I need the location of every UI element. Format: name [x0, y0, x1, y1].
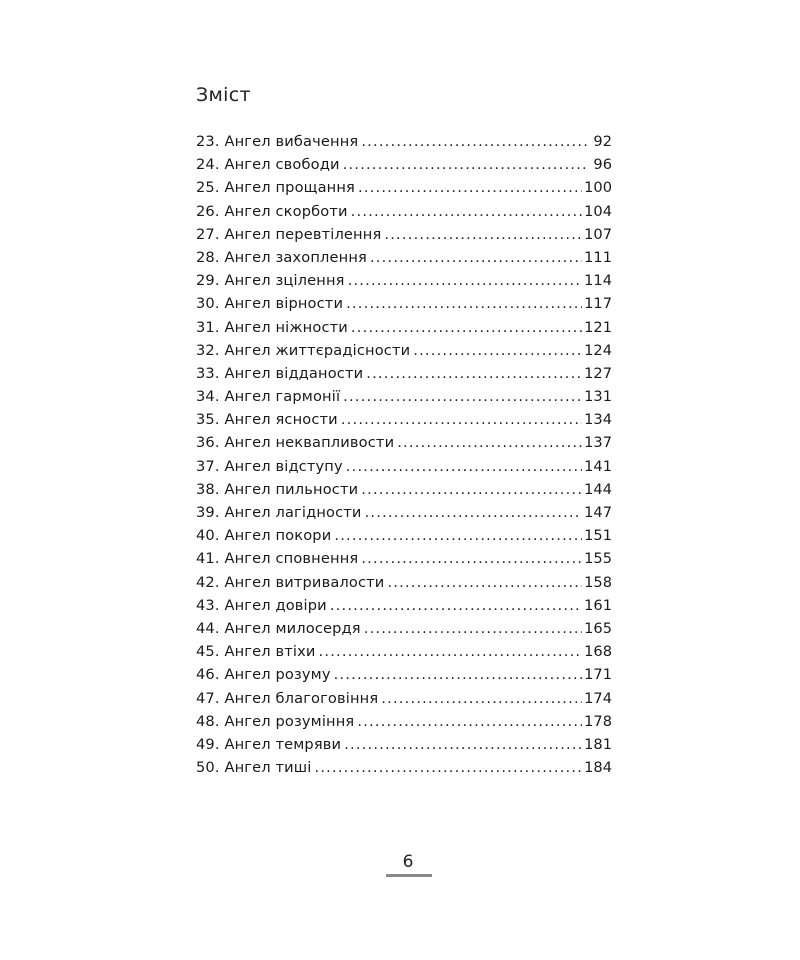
toc-entry-title: 24. Ангел свободи	[196, 156, 340, 174]
toc-entry-page: 181	[584, 735, 612, 753]
toc-entry-page: 124	[584, 341, 612, 359]
toc-entry-page: 92	[593, 133, 612, 150]
toc-entry-title: 25. Ангел прощання	[196, 179, 355, 197]
toc-leader-dots	[366, 362, 582, 385]
toc-entry-page: 178	[584, 712, 612, 730]
toc-entry-page: 144	[584, 480, 612, 498]
toc-entry-page: 107	[584, 225, 612, 243]
toc-leader-dots	[348, 269, 583, 292]
toc-leader-dots	[365, 501, 583, 524]
toc-leader-dots	[351, 316, 582, 339]
toc-entry-title: 46. Ангел розуму	[196, 666, 331, 684]
toc-leader-dots	[346, 455, 582, 478]
toc-entry[interactable]	[196, 385, 612, 408]
toc-entry-title: 39. Ангел лагідности	[196, 504, 362, 521]
toc-entry-title: 36. Ангел неквапливости	[196, 434, 395, 452]
toc-entry-title: 44. Ангел милосердя	[196, 619, 361, 637]
toc-leader-dots	[358, 176, 582, 199]
toc-entry-page: 155	[584, 550, 612, 568]
toc-entry-page: 131	[584, 388, 612, 406]
toc-entry-page: 127	[584, 364, 612, 382]
toc-entry-page: 168	[584, 643, 612, 661]
toc-entry-page: 184	[584, 759, 612, 777]
toc-entry[interactable]	[196, 269, 612, 292]
toc-leader-dots	[334, 663, 583, 686]
toc-entry[interactable]	[196, 339, 612, 362]
toc-entry[interactable]	[196, 501, 612, 524]
toc-entry-title: 38. Ангел пильности	[196, 480, 359, 498]
toc-leader-dots	[370, 246, 582, 269]
toc-entry-title: 28. Ангел захоплення	[196, 248, 367, 266]
toc-leader-dots	[384, 223, 582, 246]
toc-leader-dots	[334, 524, 582, 547]
toc-leader-dots	[330, 594, 582, 617]
toc-entry-title: 40. Ангел покори	[196, 527, 332, 545]
toc-entry-title: 27. Ангел перевтілення	[196, 225, 382, 243]
toc-leader-dots	[351, 200, 583, 223]
toc-entry-title: 35. Ангел ясности	[196, 411, 338, 429]
toc-entry-page: 104	[584, 202, 612, 220]
toc-entry[interactable]	[196, 362, 612, 385]
toc-entry[interactable]	[196, 756, 612, 779]
toc-entry-title: 37. Ангел відступу	[196, 457, 343, 475]
toc-entry-title: 34. Ангел гармонії	[196, 388, 341, 406]
toc-leader-dots	[397, 431, 582, 454]
toc-leader-dots	[361, 547, 582, 570]
toc-entry[interactable]	[196, 571, 612, 594]
toc-entry-page: 174	[584, 689, 612, 707]
toc-entry-title: 41. Ангел сповнення	[196, 550, 359, 568]
toc-entry[interactable]	[196, 455, 612, 478]
toc-entry[interactable]	[196, 524, 612, 547]
toc-leader-dots	[341, 408, 582, 431]
toc-leader-dots	[361, 130, 588, 153]
toc-entry-page: 151	[584, 527, 612, 545]
toc-entry[interactable]	[196, 617, 612, 640]
toc-leader-dots	[413, 339, 582, 362]
toc-entry[interactable]	[196, 640, 612, 663]
toc-leader-dots	[343, 153, 588, 176]
toc-leader-dots	[343, 385, 582, 408]
toc-entry-title: 32. Ангел життєрадісности	[196, 341, 411, 359]
toc-leader-dots	[344, 733, 582, 756]
toc-entry[interactable]	[196, 246, 612, 269]
toc-entry-page: 171	[584, 666, 612, 684]
toc-entry-title: 43. Ангел довіри	[196, 596, 327, 614]
toc-entry[interactable]	[196, 153, 612, 176]
toc-leader-dots	[361, 478, 582, 501]
page-number: 6	[402, 852, 414, 872]
section-title: Зміст	[196, 84, 251, 106]
toc-entry[interactable]	[196, 408, 612, 431]
toc-entry-page: 117	[584, 295, 612, 313]
toc-entry[interactable]	[196, 594, 612, 617]
toc-entry[interactable]	[196, 130, 612, 153]
toc-entry[interactable]	[196, 547, 612, 570]
toc-leader-dots	[319, 640, 583, 663]
toc-entry-title: 47. Ангел благоговіння	[196, 689, 379, 707]
toc-entry-page: 158	[584, 573, 612, 591]
toc-leader-dots	[357, 710, 582, 733]
toc-entry[interactable]	[196, 223, 612, 246]
toc-entry-page: 114	[584, 272, 612, 290]
toc-entry[interactable]	[196, 733, 612, 756]
toc-entry[interactable]	[196, 316, 612, 339]
toc-entry-title: 48. Ангел розуміння	[196, 712, 355, 730]
toc-entry[interactable]	[196, 478, 612, 501]
page-number-rule	[386, 874, 432, 877]
toc-entry-page: 147	[584, 504, 612, 521]
toc-entry-page: 165	[584, 619, 612, 637]
toc-entry-page: 137	[584, 434, 612, 452]
toc-entry[interactable]	[196, 200, 612, 223]
toc-entry[interactable]	[196, 176, 612, 199]
toc-entry[interactable]	[196, 292, 612, 315]
toc-entry-title: 42. Ангел витривалости	[196, 573, 385, 591]
toc-entry-page: 100	[584, 179, 612, 197]
toc-leader-dots	[364, 617, 582, 640]
toc-entry-title: 29. Ангел зцілення	[196, 272, 345, 290]
toc-entry-page: 141	[584, 457, 612, 475]
toc-entry-page: 111	[584, 248, 612, 266]
toc-entry-title: 33. Ангел відданости	[196, 364, 364, 382]
toc-entry[interactable]	[196, 687, 612, 710]
toc-entry[interactable]	[196, 663, 612, 686]
toc-entry-page: 161	[584, 596, 612, 614]
toc-leader-dots	[346, 292, 582, 315]
toc-leader-dots	[314, 756, 582, 779]
toc-entry-page: 96	[593, 156, 612, 174]
toc-entry-page: 121	[584, 318, 612, 336]
toc-entry-title: 23. Ангел вибачення	[196, 133, 359, 150]
toc-entry[interactable]	[196, 431, 612, 454]
toc-entry-title: 31. Ангел ніжности	[196, 318, 348, 336]
toc-entry-title: 30. Ангел вірности	[196, 295, 344, 313]
toc-entry-title: 50. Ангел тиші	[196, 759, 312, 777]
toc-entry-title: 45. Ангел втіхи	[196, 643, 316, 661]
toc-entry-page: 134	[584, 411, 612, 429]
table-of-contents	[196, 130, 612, 779]
toc-leader-dots	[387, 571, 582, 594]
toc-entry-title: 49. Ангел темряви	[196, 735, 342, 753]
toc-leader-dots	[381, 687, 582, 710]
toc-entry-title: 26. Ангел скорботи	[196, 202, 348, 220]
toc-entry[interactable]	[196, 710, 612, 733]
